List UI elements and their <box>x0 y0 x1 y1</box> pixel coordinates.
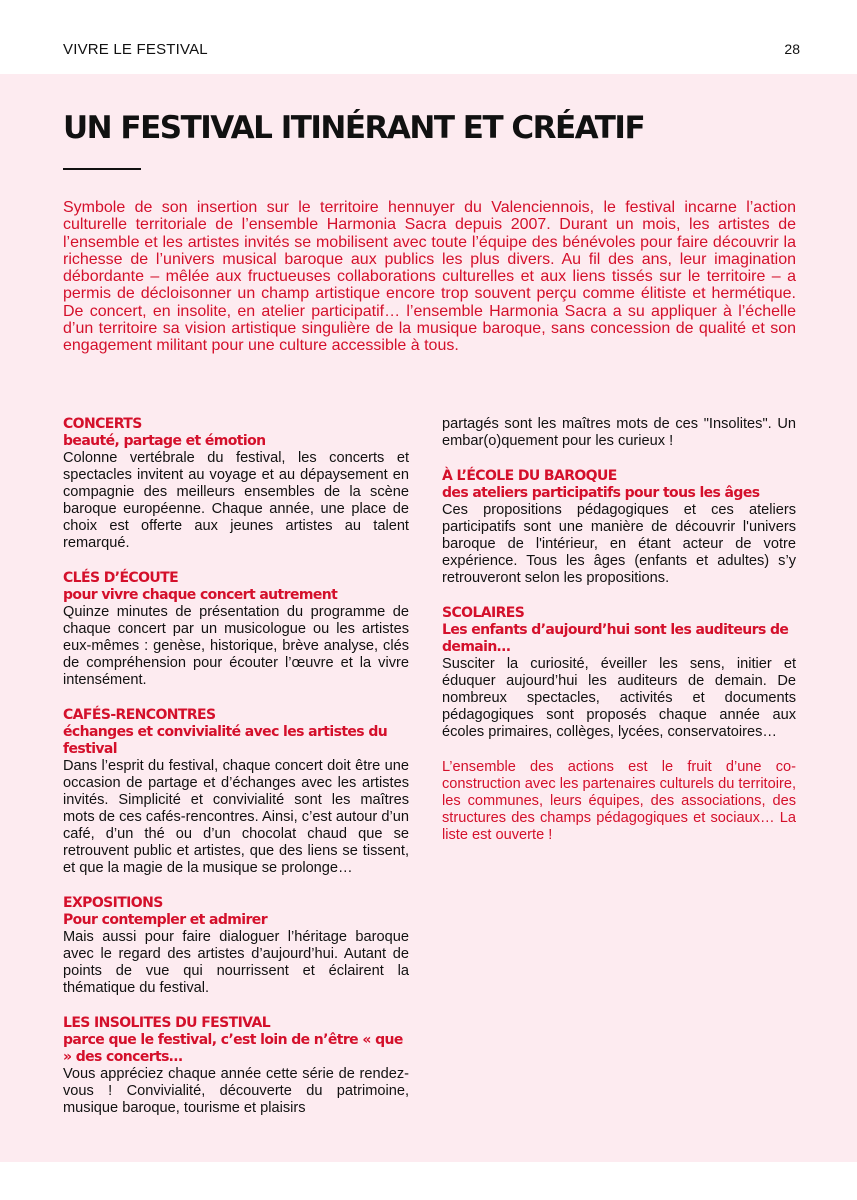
section-cafes-rencontres <box>63 707 409 877</box>
section-body: Vous appréciez chaque année cette série de rendez-vous ! Convivialité, découverte du patrimoine, musique baroque, tourisme et plaisirs <box>63 1066 409 1116</box>
section-subheading: Les enfants d’aujourd’hui sont les auditeurs de demain… <box>442 622 789 655</box>
section-scolaires <box>442 605 796 741</box>
section-heading: À L’ÉCOLE DU BAROQUE <box>442 468 617 484</box>
section-body: Ces propositions pédagogiques et ces ateliers participatifs sont une manière de découvrir l'univers baroque de l'intérieur, en étant acteur de votre expérience. Tous les âges (enfants et adultes) s’y retrouveront selon les propositions. <box>442 502 796 586</box>
section-heading: CAFÉS-RENCONTRES <box>63 707 216 723</box>
title-underline <box>63 168 141 170</box>
section-subheading: échanges et convivialité avec les artistes du festival <box>63 724 388 757</box>
section-body: Susciter la curiosité, éveiller les sens, initier et éduquer aujourd’hui les auditeurs de demain. De nombreux spectacles, activités et documents pédagogiques sont proposés chaque année aux écoles primaires, collèges, lycées, conservatoires… <box>442 656 796 740</box>
section-expositions <box>63 895 409 997</box>
page-header <box>0 0 857 74</box>
intro-paragraph: Symbole de son insertion sur le territoire hennuyer du Valenciennois, le festival incarne l’action culturelle territoriale de l’ensemble Harmonia Sacra depuis 2007. Durant un mois, les artistes de l’ensemble et les artistes invités se mobilisent avec toute l’équipe des bénévoles pour faire découvrir la richesse de l’univers musical baroque aux publics les plus divers. Au fil des ans, leur imagination débordante – mêlée aux fructueuses collaborations culturelles et aux liens tissés sur le territoire – a permis de décloisonner un champ artistique encore trop souvent perçu comme élitiste et hermétique. De concert, en insolite, en atelier participatif… l’ensemble Harmonia Sacra a su appliquer à l’échelle d’un territoire sa vision artistique singulière de la musique baroque, sans concession de qualité et son engagement militant pour une culture accessible à tous. <box>63 199 796 355</box>
section-subheading: beauté, partage et émotion <box>63 433 266 449</box>
section-subheading: Pour contempler et admirer <box>63 912 267 928</box>
page-number: 28 <box>784 41 800 57</box>
right-column <box>442 416 796 844</box>
closing-note: L’ensemble des actions est le fruit d’une co-construction avec les partenaires culturels du territoire, les communes, leurs équipes, des associations, des structures des champs pédagogiques et sociaux… La liste est ouverte ! <box>442 759 796 843</box>
section-body: Mais aussi pour faire dialoguer l’héritage baroque avec le regard des artistes d’aujourd’hui. Autant de points de vue qui nourrissent et éclairent la thématique du festival. <box>63 929 409 996</box>
section-ecole-baroque <box>442 468 796 587</box>
section-heading: LES INSOLITES DU FESTIVAL <box>63 1015 271 1031</box>
section-heading: EXPOSITIONS <box>63 895 163 911</box>
section-subheading: parce que le festival, c’est loin de n’être « que » des concerts… <box>63 1032 403 1065</box>
insolites-continuation: partagés sont les maîtres mots de ces "Insolites". Un embar(o)quement pour les curieux ! <box>442 416 796 449</box>
section-subheading: des ateliers participatifs pour tous les âges <box>442 485 760 501</box>
section-cles-ecoute <box>63 570 409 689</box>
section-body: Quinze minutes de présentation du programme de chaque concert par un musicologue ou les artistes eux-mêmes : genèse, historique, brève analyse, clés de compréhension pour écouter l’œuvre et la vivre intensément. <box>63 604 409 688</box>
left-column <box>63 416 409 1135</box>
section-heading: SCOLAIRES <box>442 605 525 621</box>
section-body: Colonne vertébrale du festival, les concerts et spectacles invitent au voyage et au dépaysement en compagnie des meilleurs ensembles de la scène baroque européenne. Chaque année, une place de choix est offerte aux jeunes artistes au talent remarqué. <box>63 450 409 551</box>
section-insolites <box>63 1015 409 1117</box>
section-concerts <box>63 416 409 552</box>
section-body: Dans l’esprit du festival, chaque concert doit être une occasion de partage et d’échanges avec les artistes invités. Simplicité et convivialité sont les maîtres mots de ces cafés-rencontres. Ainsi, c’est autour d’un café, d’un thé ou d’un chocolat chaud que se retrouvent public et artistes, que des liens se tissent, et que la magie de la musique se prolonge… <box>63 758 409 876</box>
section-heading: CLÉS D’ÉCOUTE <box>63 570 179 586</box>
section-heading: CONCERTS <box>63 416 142 432</box>
page-title: UN FESTIVAL ITINÉRANT ET CRÉATIF <box>63 110 645 146</box>
section-label: VIVRE LE FESTIVAL <box>63 41 208 58</box>
section-subheading: pour vivre chaque concert autrement <box>63 587 338 603</box>
